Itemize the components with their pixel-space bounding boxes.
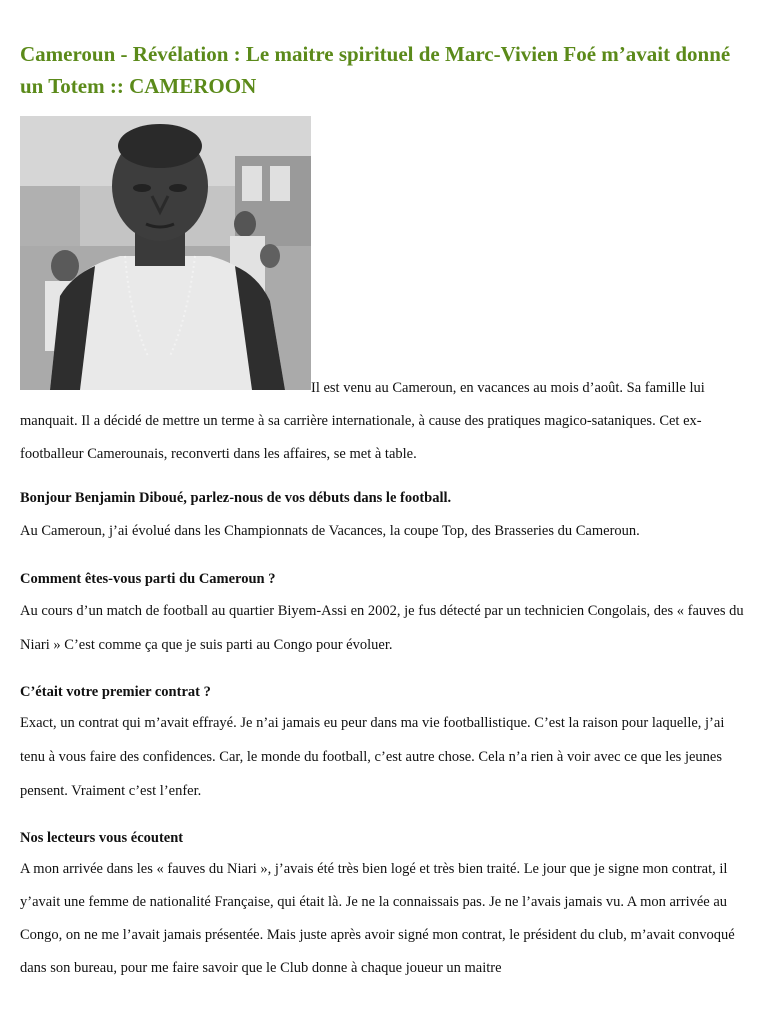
article-title: Cameroun - Révélation : Le maitre spirituel de Marc-Vivien Foé m’avait donné un Totem :: CAMEROON: [20, 42, 731, 98]
question-1: Bonjour Benjamin Diboué, parlez-nous de vos débuts dans le football.: [20, 490, 452, 506]
question-2: Comment êtes-vous parti du Cameroun ?: [20, 571, 276, 587]
question-4: Nos lecteurs vous écoutent: [20, 830, 184, 846]
article-photo: [20, 116, 311, 390]
intro-paragraph: Il est venu au Cameroun, en vacances au mois d’août. Sa famille lui manquait. Il a décidé de mettre un terme à sa carrière internationale, à cause des pratiques magico-sataniques. Cet ex-footballeur Camerounais, reconverti dans les affaires, se met à table.: [20, 380, 705, 462]
answer-1: Au Cameroun, j’ai évolué dans les Championnats de Vacances, la coupe Top, des Brasseries du Cameroun.: [20, 523, 640, 539]
answer-3: Exact, un contrat qui m’avait effrayé. Je n’ai jamais eu peur dans ma vie footballistique. C’est la raison pour laquelle, j’ai tenu à vous faire des confidences. Car, le monde du football, c’est autre chose. Cela n’a rien à voir avec ce que les jeunes pensent. Vraiment c’est l’enfer.: [20, 715, 725, 799]
answer-4: A mon arrivée dans les « fauves du Niari », j’avais été très bien logé et très bien traité. Le jour que je signe mon contrat, il y’avait une femme de nationalité Française, qui était là. Je ne la connaissais pas. Je ne l’avais jamais vu. A mon arrivée au Congo, on ne me l’avait jamais présentée. Mais juste après avoir signé mon contrat, le président du club, m’avait convoqué dans son bureau, pour me faire savoir que le Club donne à chaque joueur un maitre: [20, 861, 735, 976]
question-3: C’était votre premier contrat ?: [20, 684, 211, 700]
answer-2: Au cours d’un match de football au quartier Biyem-Assi en 2002, je fus détecté par un technicien Congolais, des « fauves du Niari » C’est comme ça que je suis parti au Congo pour évoluer.: [20, 603, 744, 653]
